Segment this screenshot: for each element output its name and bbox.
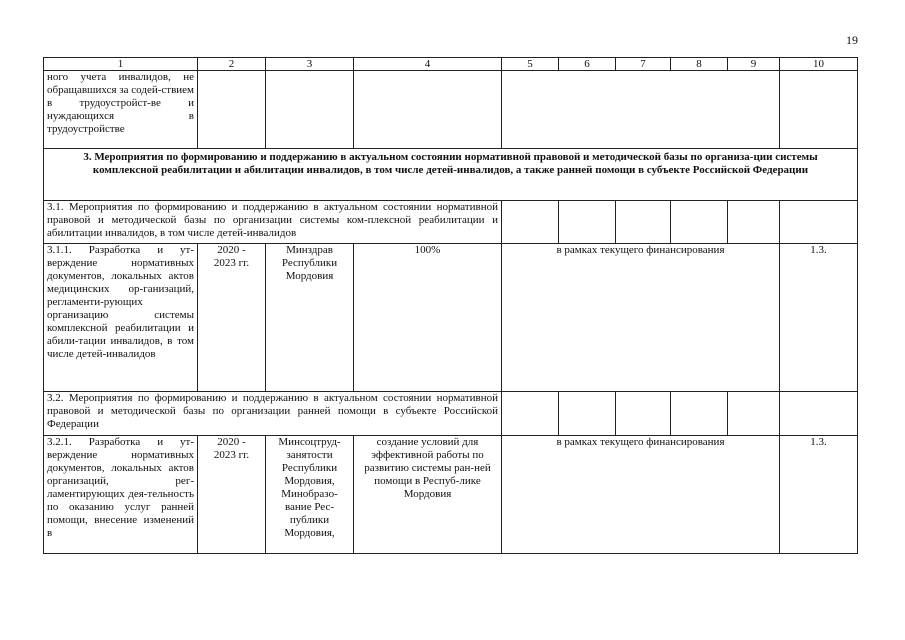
executor-cell xyxy=(266,436,354,554)
table-cell xyxy=(616,392,671,436)
column-number-cell: 8 xyxy=(671,58,728,71)
table-row-3-2-1 xyxy=(44,436,858,554)
table-cell xyxy=(502,201,559,244)
column-number-cell: 3 xyxy=(266,58,354,71)
column-number-cell: 7 xyxy=(616,58,671,71)
table-row-3-1-1 xyxy=(44,244,858,392)
column-number-cell: 6 xyxy=(559,58,616,71)
table-cell xyxy=(502,71,780,149)
table-cell xyxy=(671,201,728,244)
executor-cell xyxy=(266,244,354,392)
table-cell xyxy=(559,201,616,244)
table-cell xyxy=(780,392,858,436)
period-text: 2020 - 2023 гг. xyxy=(213,244,250,269)
table-row-subsection-3-1 xyxy=(44,201,858,244)
section-heading: 3. Мероприятия по формированию и поддержанию в актуальном состоянии нормативной правовой и методической базы по организа-ции системы комплексной реабилитации и абилитации инвалидов, в том числе детей-инвалидов, а также ранней помощи в субъекте Российской Федерации xyxy=(44,149,858,201)
table-row-subsection-3-2 xyxy=(44,392,858,436)
activities-table xyxy=(43,57,858,554)
column-number-cell: 10 xyxy=(780,58,858,71)
column-number-cell: 5 xyxy=(502,58,559,71)
executor-text: Минсоцтруд- занятости Республики Мордовия, Минобразо- вание Рес- публики Мордовия, xyxy=(278,436,341,539)
financing-cell: в рамках текущего финансирования xyxy=(502,244,780,392)
table-cell xyxy=(266,71,354,149)
subsection-heading: 3.2. Мероприятия по формированию и поддержанию в актуальном состоянии нормативной правовой и методической базы по организации ранней помощи в субъекте Российской Федерации xyxy=(44,392,502,436)
financing-cell: в рамках текущего финансирования xyxy=(502,436,780,554)
table-cell xyxy=(354,71,502,149)
indicator-cell: 1.3. xyxy=(780,436,858,554)
table-cell xyxy=(559,392,616,436)
activity-name-cell: 3.1.1. Разработка и ут-верждение нормативных документов, локальных актов медицинских ор-ганизаций, регламенти-рующих организацию системы комплексной реабилитации и абили-тации инвалидов, в том числе детей-инвалидов xyxy=(44,244,198,392)
section-heading-row xyxy=(44,149,858,201)
table-cell xyxy=(780,201,858,244)
table-cell xyxy=(616,201,671,244)
activity-name-cell: 3.2.1. Разработка и ут-верждение нормативных документов, локальных актов организаций, рег-ламентирующих дея-тельность по оказанию услуг ранней помощи, внесение изменений в xyxy=(44,436,198,554)
column-number-cell: 1 xyxy=(44,58,198,71)
period-cell xyxy=(198,244,266,392)
result-cell: 100% xyxy=(354,244,502,392)
table-cell xyxy=(198,71,266,149)
indicator-cell: 1.3. xyxy=(780,244,858,392)
result-cell: создание условий для эффективной работы по развитию системы ран-ней помощи в Респуб-лике Мордовия xyxy=(354,436,502,554)
column-number-cell: 4 xyxy=(354,58,502,71)
page-number: 19 xyxy=(846,33,858,47)
period-text: 2020 - 2023 гг. xyxy=(213,436,250,461)
column-number-cell: 9 xyxy=(728,58,780,71)
table-cell xyxy=(502,392,559,436)
table-cell xyxy=(671,392,728,436)
period-cell xyxy=(198,436,266,554)
executor-text: Минздрав Республики Мордовия xyxy=(281,244,338,282)
table-row-continuation xyxy=(44,71,858,149)
table-cell xyxy=(780,71,858,149)
column-number-row xyxy=(44,58,858,71)
activity-name-cell: ного учета инвалидов, не обращавшихся за содей-ствием в трудоустройст-ве и нуждающихся в трудоустройстве xyxy=(44,71,198,149)
subsection-heading: 3.1. Мероприятия по формированию и поддержанию в актуальном состоянии нормативной правовой и методической базы по организации системы ком-плексной реабилитации и абилитации инвалидов, в том числе детей-инвалидов xyxy=(44,201,502,244)
table-cell xyxy=(728,392,780,436)
table-cell xyxy=(728,201,780,244)
column-number-cell: 2 xyxy=(198,58,266,71)
